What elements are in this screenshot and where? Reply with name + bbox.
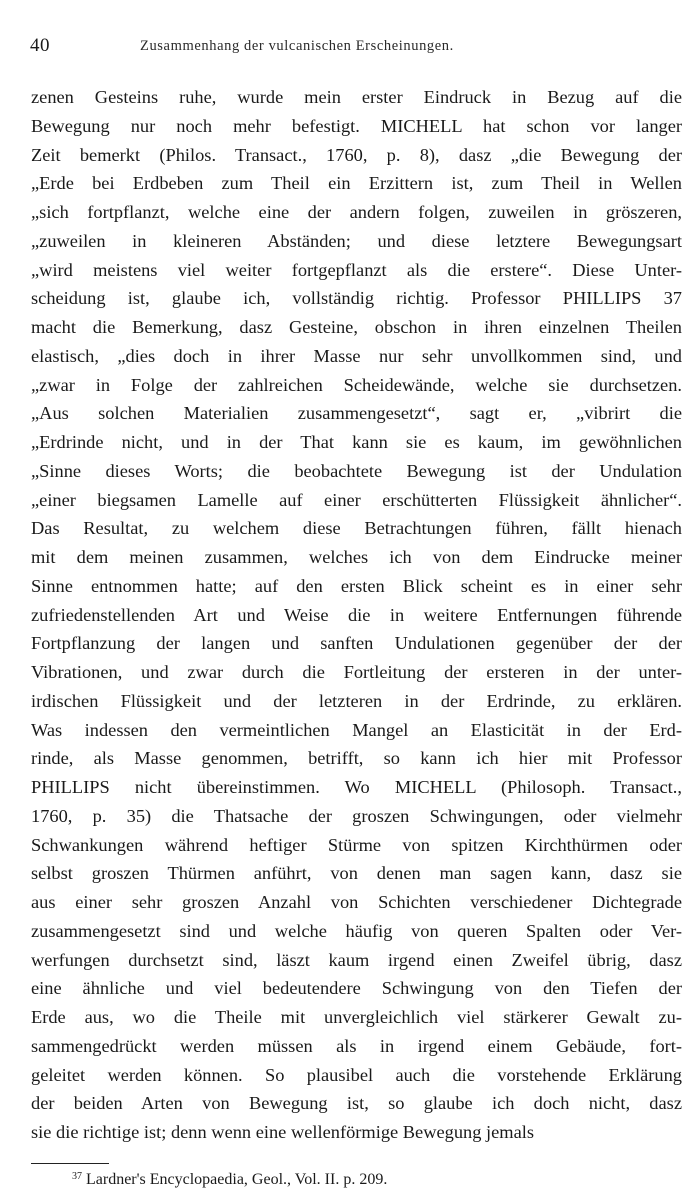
text-line: selbst groszen Thürmen anführt, von denen man sagen kann, dasz sie xyxy=(31,863,682,884)
text-line: aus einer sehr groszen Anzahl von Schichten verschiedener Dichtegrade xyxy=(31,892,682,912)
footnote xyxy=(72,1166,387,1191)
text-line: Vibrationen, und zwar durch die Fortleitung der ersteren in der unter- xyxy=(31,662,682,682)
text-line: Zeit bemerkt (Philos. Transact., 1760, p. 8), dasz „die Bewegung der xyxy=(31,144,682,165)
text-line: Erde aus, wo die Theile mit unvergleichlich viel stärkerer Gewalt zu- xyxy=(31,1007,682,1027)
text-line: „zwar in Folge der zahlreichen Scheidewände, welche sie durchsetzen. xyxy=(31,374,682,395)
text-line: PHILLIPS nicht übereinstimmen. Wo MICHELL (Philosoph. Transact., xyxy=(31,777,682,797)
text-line: Was indessen den vermeintlichen Mangel an Elasticität in der Erd- xyxy=(31,719,682,740)
text-line: eine ähnliche und viel bedeutendere Schwingung von den Tiefen der xyxy=(31,978,682,999)
text-line: Fortpflanzung der langen und sanften Undulationen gegenüber der der xyxy=(31,633,682,654)
text-line: Schwankungen während heftiger Stürme von spitzen Kirchthürmen oder xyxy=(31,834,682,855)
text-line: „Aus solchen Materialien zusammengesetzt“, sagt er, „vibrirt die xyxy=(31,403,682,424)
running-head: Zusammenhang der vulcanischen Erscheinungen. xyxy=(140,38,454,54)
text-line: Sinne entnommen hatte; auf den ersten Blick scheint es in einer sehr xyxy=(31,575,682,596)
footnote-text: Lardner's Encyclopaedia, Geol., Vol. II. p. 209. xyxy=(86,1171,388,1188)
text-line: „wird meistens viel weiter fortgepflanzt als die erstere“. Diese Unter- xyxy=(31,259,682,280)
page-header xyxy=(30,35,660,61)
text-line: „Sinne dieses Worts; die beobachtete Bewegung ist der Undulation xyxy=(31,460,682,481)
text-line: sie die richtige ist; denn wenn eine wellenförmige Bewegung jemals xyxy=(31,1122,535,1142)
text-line: scheidung ist, glaube ich, vollständig richtig. Professor PHILLIPS 37 xyxy=(31,288,682,309)
body-text xyxy=(31,83,682,1147)
text-line: mit dem meinen zusammen, welches ich von dem Eindrucke meiner xyxy=(31,547,682,567)
text-line: 1760, p. 35) die Thatsache der groszen Schwingungen, oder vielmehr xyxy=(31,805,682,826)
text-line: „einer biegsamen Lamelle auf einer erschütterten Flüssigkeit ähnlicher“. xyxy=(31,489,682,510)
footnote-marker: 37 xyxy=(72,1171,82,1182)
text-line: „sich fortpflanzt, welche eine der andern folgen, zuweilen in gröszeren, xyxy=(31,202,682,222)
text-line: „zuweilen in kleineren Abständen; und diese letztere Bewegungsart xyxy=(31,230,682,251)
text-line: „Erdrinde nicht, und in der That kann sie es kaum, im gewöhnlichen xyxy=(31,432,682,452)
text-line: geleitet werden können. So plausibel auch die vorstehende Erklärung xyxy=(31,1064,682,1085)
text-line: rinde, als Masse genommen, betrifft, so kann ich hier mit Professor xyxy=(31,748,682,769)
text-line: „Erde bei Erdbeben zum Theil ein Erzittern ist, zum Theil in Wellen xyxy=(31,173,682,194)
text-line: Das Resultat, zu welchem diese Betrachtungen führen, fällt hienach xyxy=(31,518,682,539)
text-line: der beiden Arten von Bewegung ist, so glaube ich doch nicht, dasz xyxy=(31,1093,682,1114)
text-line: sammengedrückt werden müssen als in irgend einem Gebäude, fort- xyxy=(31,1035,682,1056)
text-line: Bewegung nur noch mehr befestigt. MICHELL hat schon vor langer xyxy=(31,115,682,136)
text-line: zusammengesetzt sind und welche häufig von queren Spalten oder Ver- xyxy=(31,920,682,941)
text-line: elastisch, „dies doch in ihrer Masse nur sehr unvollkommen sind, und xyxy=(31,345,682,366)
text-line: irdischen Flüssigkeit und der letzteren in der Erdrinde, zu erklären. xyxy=(31,690,682,711)
text-line: zenen Gesteins ruhe, wurde mein erster Eindruck in Bezug auf die xyxy=(31,87,682,107)
text-line: zufriedenstellenden Art und Weise die in weitere Entfernungen führende xyxy=(31,604,682,625)
footnote-rule xyxy=(31,1163,109,1164)
text-line: macht die Bemerkung, dasz Gesteine, obschon in ihren einzelnen Theilen xyxy=(31,317,682,337)
text-line: werfungen durchsetzt sind, läszt kaum irgend einen Zweifel übrig, dasz xyxy=(31,949,682,970)
page-number: 40 xyxy=(30,35,50,56)
